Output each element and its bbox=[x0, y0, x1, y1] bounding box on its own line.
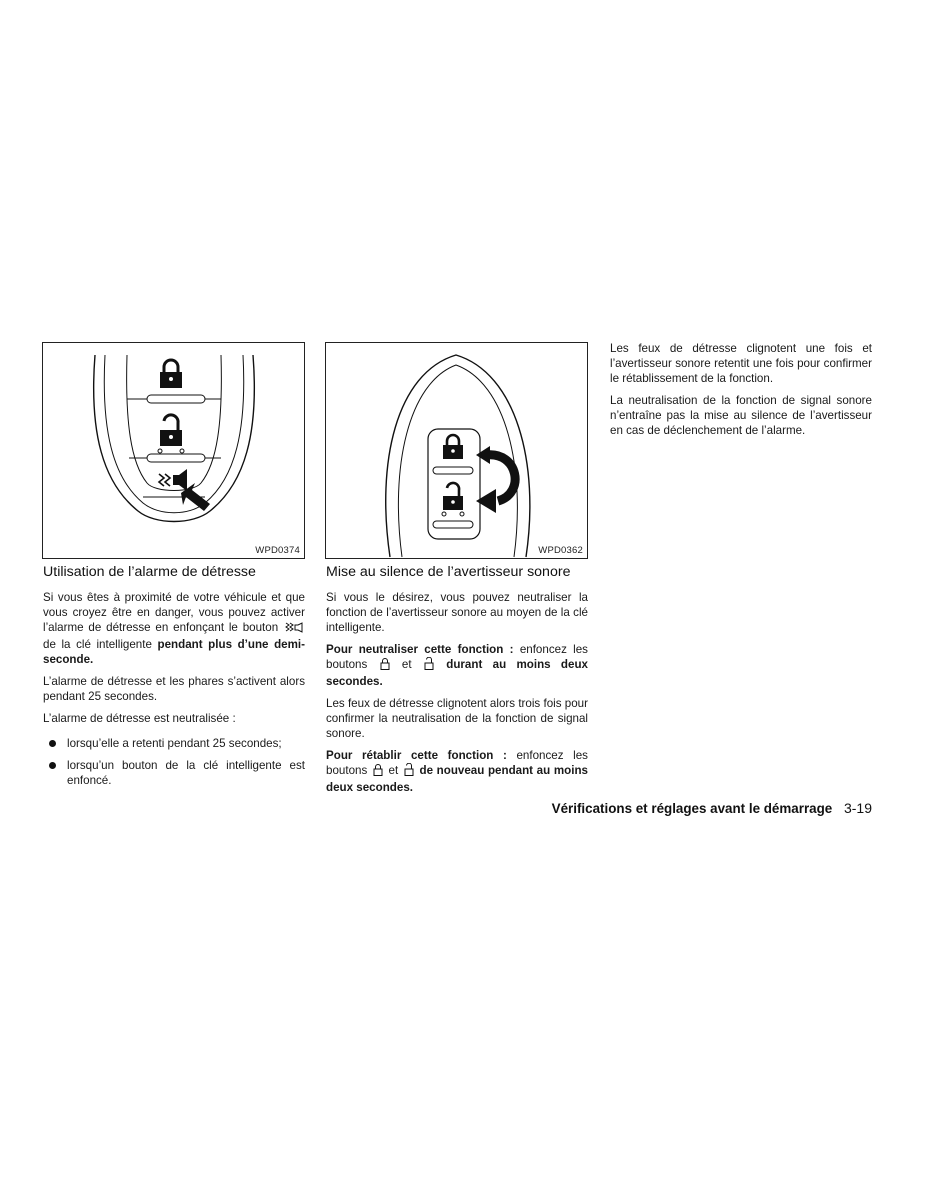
lock-button-icon bbox=[373, 763, 383, 780]
paragraph: Si vous le désirez, vous pouvez neutraliser la fonction de l’avertisseur sonore au moyen de la clé intelligente. bbox=[326, 591, 588, 634]
paragraph: Si vous êtes à proximité de votre véhicule et que vous croyez être en danger, vous pouvez activer l’alarme de détresse en enfonçant le bouton de la clé intelligente pendant plus d’une demi-seconde. bbox=[43, 591, 306, 666]
bullet-list bbox=[43, 736, 305, 788]
panic-alarm-icon bbox=[159, 469, 187, 491]
paragraph: Pour neutraliser cette fonction : enfoncez les boutons et durant au moins deux secondes. bbox=[326, 643, 588, 688]
right-column bbox=[610, 341, 872, 445]
section-heading: Utilisation de l’alarme de détresse bbox=[43, 564, 256, 580]
bullet-icon bbox=[49, 762, 56, 769]
figure-horn-silence bbox=[325, 342, 588, 559]
page-footer bbox=[470, 800, 872, 816]
lock-button-icon bbox=[380, 657, 390, 674]
chapter-title: Vérifications et réglages avant le démarrage bbox=[551, 801, 833, 816]
middle-column bbox=[326, 563, 588, 802]
figure-code: WPD0362 bbox=[538, 545, 583, 556]
figure-code: WPD0374 bbox=[255, 545, 300, 556]
paragraph: Les feux de détresse clignotent une fois et l’avertisseur sonore retentit une fois pour confirmer le rétablissement de la fonction. bbox=[610, 342, 872, 385]
unlock-button-icon bbox=[424, 657, 434, 674]
lock-icon bbox=[160, 360, 182, 388]
figure-panic-alarm bbox=[42, 342, 305, 559]
paragraph: La neutralisation de la fonction de signal sonore n’entraîne pas la mise au silence de l’avertisseur en cas de déclenchement de l’alarme. bbox=[610, 394, 872, 437]
paragraph: Pour rétablir cette fonction : enfoncez les boutons et de nouveau pendant au moins deux secondes. bbox=[326, 749, 588, 794]
unlock-icon bbox=[442, 483, 464, 516]
paragraph: L’alarme de détresse est neutralisée : bbox=[43, 712, 236, 725]
list-item: lorsqu’elle a retenti pendant 25 secondes; bbox=[43, 736, 305, 751]
paragraph: Les feux de détresse clignotent alors trois fois pour confirmer la neutralisation de la fonction de signal sonore. bbox=[326, 697, 588, 740]
page-number: 3-19 bbox=[843, 800, 872, 816]
key-fob-horn-illustration bbox=[326, 343, 587, 558]
lock-icon bbox=[443, 435, 463, 459]
unlock-icon bbox=[158, 415, 184, 453]
panic-button-icon bbox=[285, 622, 303, 637]
list-item: lorsqu’un bouton de la clé intelligente est enfoncé. bbox=[43, 758, 305, 788]
rotation-arrow-icon bbox=[476, 446, 515, 513]
paragraph: L’alarme de détresse et les phares s’activent alors pendant 25 secondes. bbox=[43, 675, 305, 703]
section-heading: Mise au silence de l’avertisseur sonore bbox=[326, 564, 571, 580]
bullet-icon bbox=[49, 740, 56, 747]
left-column bbox=[43, 563, 305, 795]
unlock-button-icon bbox=[404, 763, 414, 780]
key-fob-panic-illustration bbox=[43, 343, 304, 558]
